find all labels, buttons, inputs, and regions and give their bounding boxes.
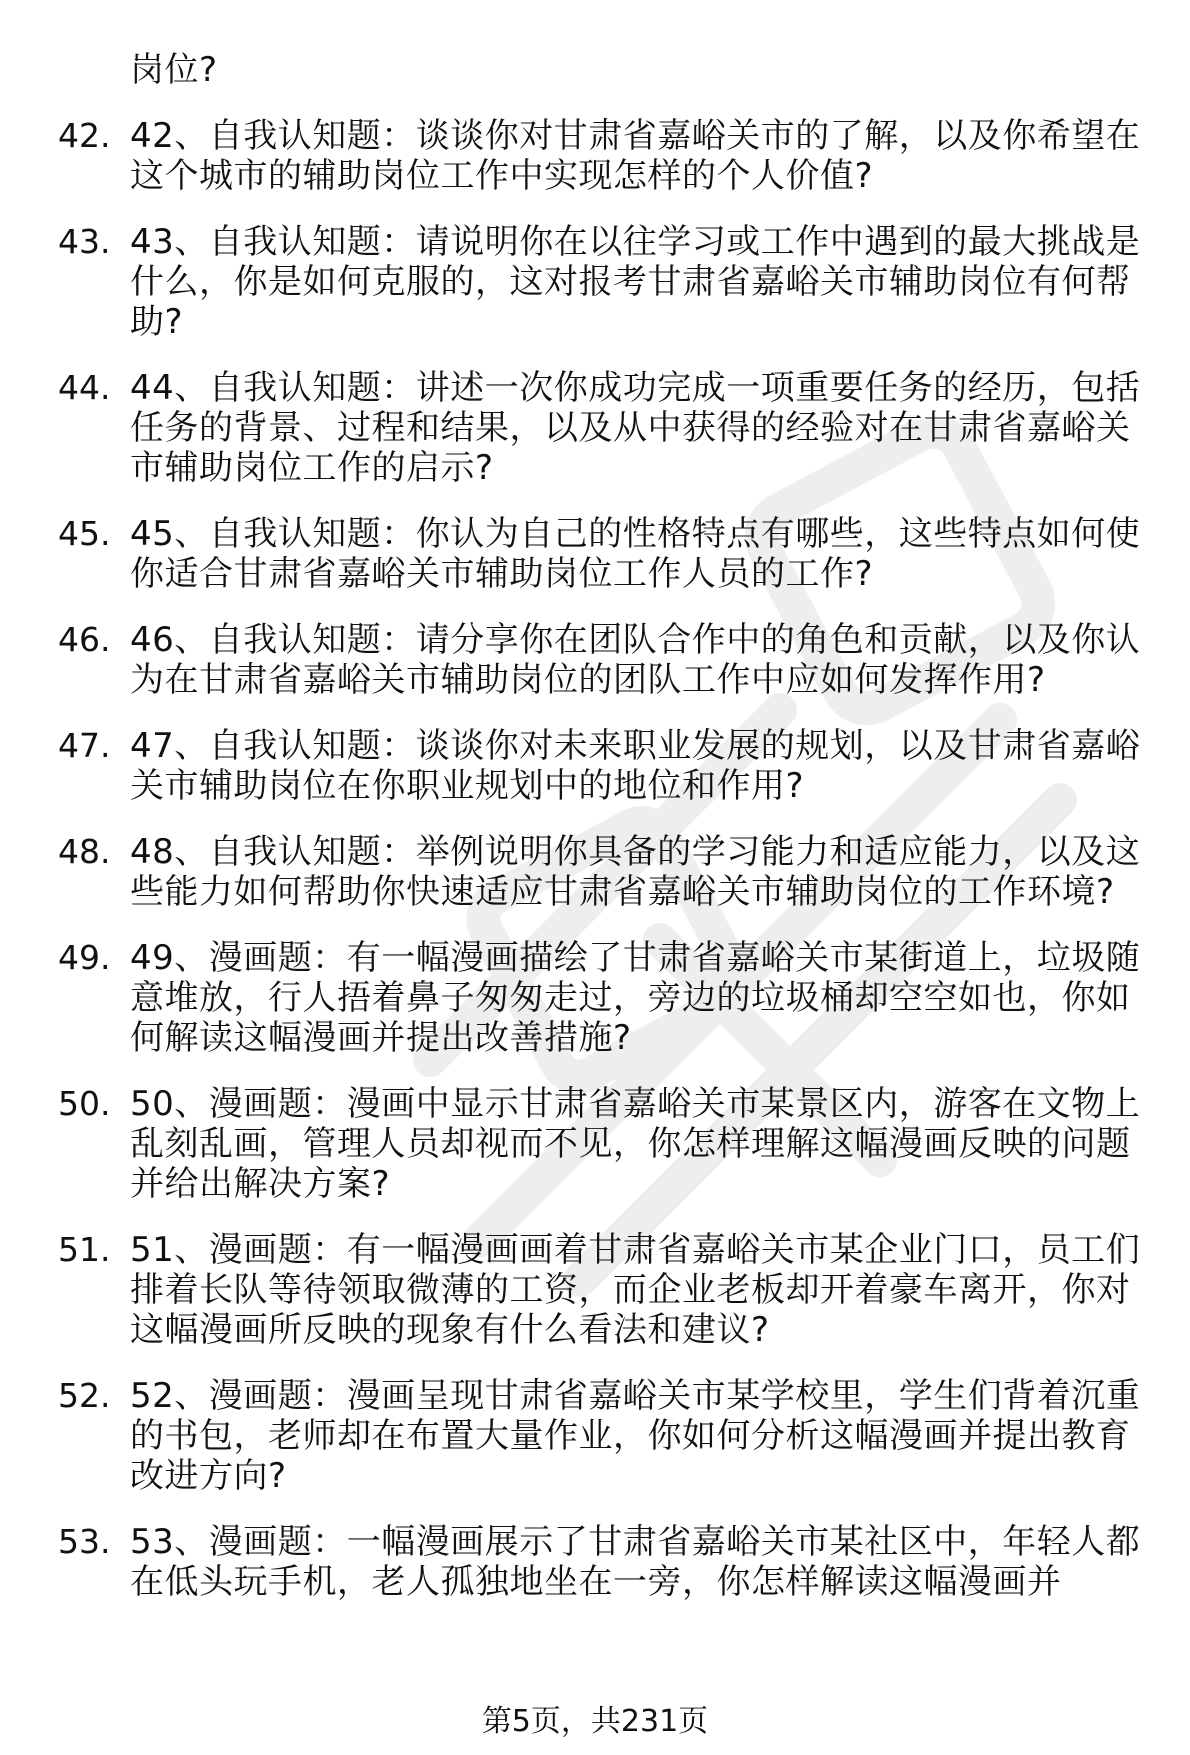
question-text: 46、自我认知题：请分享你在团队合作中的角色和贡献，以及你认为在甘肃省嘉峪关市辅助岗位的团队工作中应如何发挥作用? xyxy=(130,620,1141,700)
question-text: 45、自我认知题：你认为自己的性格特点有哪些，这些特点如何使你适合甘肃省嘉峪关市辅助岗位工作人员的工作? xyxy=(130,514,1141,594)
question-item xyxy=(58,1084,1158,1204)
question-text: 43、自我认知题：请说明你在以往学习或工作中遇到的最大挑战是什么，你是如何克服的，这对报考甘肃省嘉峪关市辅助岗位有何帮助? xyxy=(130,222,1141,342)
question-item xyxy=(58,514,1158,594)
question-number: 47. xyxy=(58,726,111,765)
question-number: 51. xyxy=(58,1230,111,1269)
question-number: 48. xyxy=(58,832,111,871)
document-body xyxy=(58,50,1158,1628)
question-number: 52. xyxy=(58,1376,111,1415)
page-footer xyxy=(0,1704,1190,1740)
question-text: 52、漫画题：漫画呈现甘肃省嘉峪关市某学校里，学生们背着沉重的书包，老师却在布置大量作业，你如何分析这幅漫画并提出教育改进方向? xyxy=(130,1376,1141,1496)
question-number: 42. xyxy=(58,116,111,155)
question-item xyxy=(58,938,1158,1058)
question-item xyxy=(58,620,1158,700)
question-text: 47、自我认知题：谈谈你对未来职业发展的规划，以及甘肃省嘉峪关市辅助岗位在你职业规划中的地位和作用? xyxy=(130,726,1141,806)
question-item xyxy=(58,1376,1158,1496)
question-text: 51、漫画题：有一幅漫画画着甘肃省嘉峪关市某企业门口，员工们排着长队等待领取微薄的工资，而企业老板却开着豪车离开，你对这幅漫画所反映的现象有什么看法和建议? xyxy=(130,1230,1141,1350)
question-number: 44. xyxy=(58,368,111,407)
question-text: 42、自我认知题：谈谈你对甘肃省嘉峪关市的了解，以及你希望在这个城市的辅助岗位工作中实现怎样的个人价值? xyxy=(130,116,1141,196)
question-text: 44、自我认知题：讲述一次你成功完成一项重要任务的经历，包括任务的背景、过程和结果，以及从中获得的经验对在甘肃省嘉峪关市辅助岗位工作的启示? xyxy=(130,368,1141,488)
question-number: 46. xyxy=(58,620,111,659)
question-number: 50. xyxy=(58,1084,111,1123)
question-item xyxy=(58,726,1158,806)
question-text: 49、漫画题：有一幅漫画描绘了甘肃省嘉峪关市某街道上，垃圾随意堆放，行人捂着鼻子匆匆走过，旁边的垃圾桶却空空如也，你如何解读这幅漫画并提出改善措施? xyxy=(130,938,1141,1058)
question-text: 50、漫画题：漫画中显示甘肃省嘉峪关市某景区内，游客在文物上乱刻乱画，管理人员却视而不见，你怎样理解这幅漫画反映的问题并给出解决方案? xyxy=(130,1084,1141,1204)
question-item xyxy=(58,222,1158,342)
question-number: 45. xyxy=(58,514,111,553)
question-number: 43. xyxy=(58,222,111,261)
question-item xyxy=(58,832,1158,912)
continued-question-text: 岗位? xyxy=(130,50,218,90)
question-list xyxy=(58,116,1158,1602)
question-item xyxy=(58,1522,1158,1602)
question-number: 49. xyxy=(58,938,111,977)
question-item xyxy=(58,368,1158,488)
question-text: 53、漫画题：一幅漫画展示了甘肃省嘉峪关市某社区中，年轻人都在低头玩手机，老人孤独地坐在一旁，你怎样解读这幅漫画并 xyxy=(130,1522,1141,1602)
question-item xyxy=(58,1230,1158,1350)
question-item xyxy=(58,116,1158,196)
question-text: 48、自我认知题：举例说明你具备的学习能力和适应能力，以及这些能力如何帮助你快速适应甘肃省嘉峪关市辅助岗位的工作环境? xyxy=(130,832,1141,912)
page-number-label: 第5页，共231页 xyxy=(481,1704,709,1739)
question-number: 53. xyxy=(58,1522,111,1561)
